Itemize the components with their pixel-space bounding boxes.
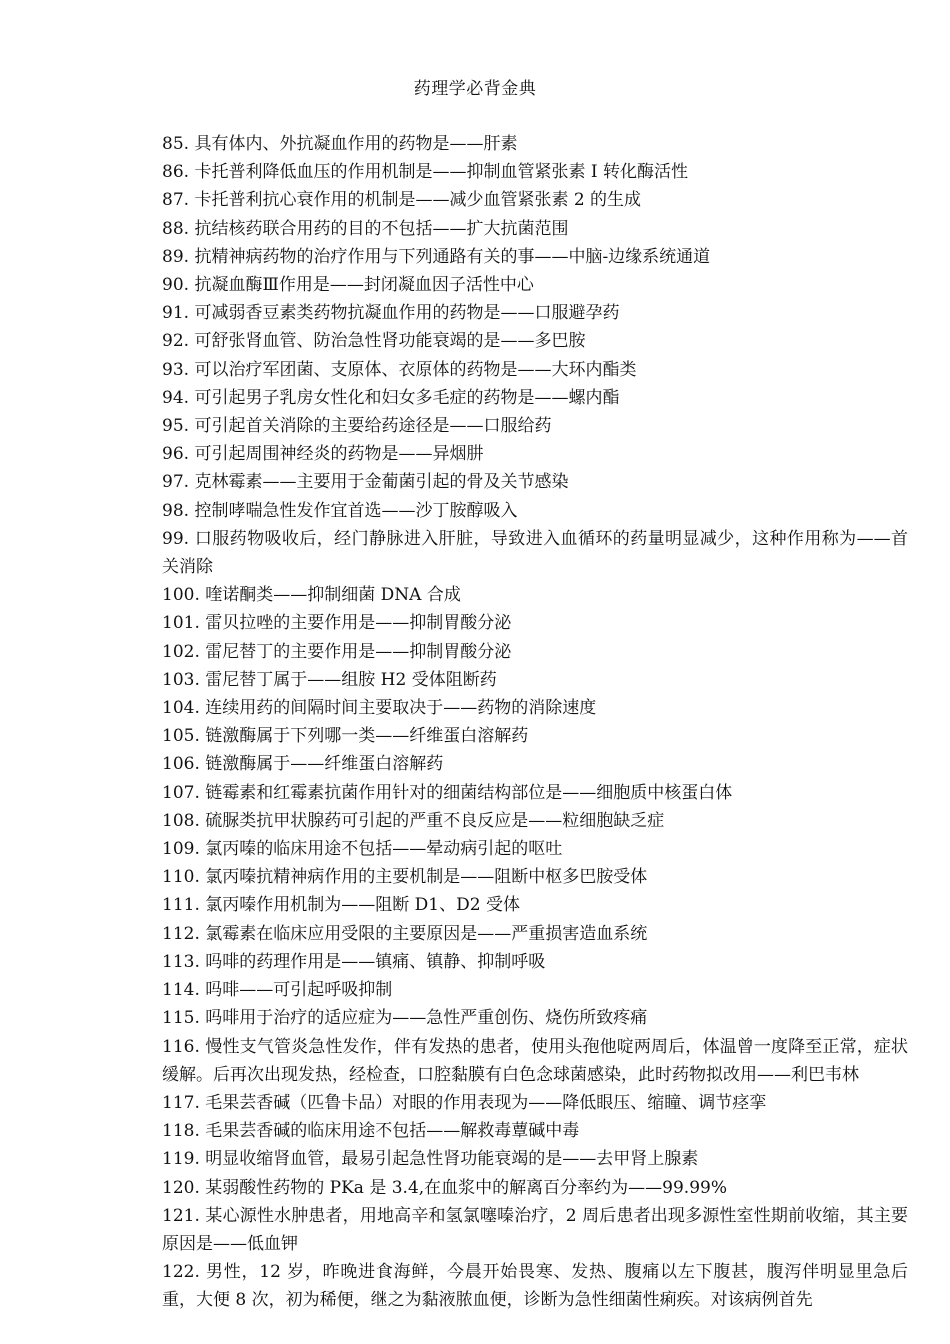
- list-item: 109. 氯丙嗪的临床用途不包括——晕动病引起的呕吐: [162, 839, 563, 860]
- list-item: 115. 吗啡用于治疗的适应症为——急性严重创伤、烧伤所致疼痛: [162, 1008, 648, 1029]
- list-item: 89. 抗精神病药物的治疗作用与下列通路有关的事——中脑-边缘系统通道: [162, 246, 711, 267]
- list-item: 85. 具有体内、外抗凝血作用的药物是——肝素: [162, 134, 518, 154]
- list-item: 96. 可引起周围神经炎的药物是——异烟肼: [162, 444, 484, 465]
- list-item: 118. 毛果芸香碱的临床用途不包括——解救毒蕈碱中毒: [162, 1121, 580, 1142]
- list-item: 104. 连续用药的间隔时间主要取决于——药物的消除速度: [162, 698, 597, 719]
- list-item: 92. 可舒张肾血管、防治急性肾功能衰竭的是——多巴胺: [162, 331, 586, 352]
- list-item: 86. 卡托普利降低血压的作用机制是——抑制血管紧张素 I 转化酶活性: [162, 162, 688, 183]
- list-item: 112. 氯霉素在临床应用受限的主要原因是——严重损害造血系统: [162, 923, 648, 944]
- list-item: 102. 雷尼替丁的主要作用是——抑制胃酸分泌: [162, 641, 512, 662]
- list-item: 117. 毛果芸香碱（匹鲁卡品）对眼的作用表现为——降低眼压、缩瞳、调节痉挛: [162, 1092, 767, 1113]
- list-item: 94. 可引起男子乳房女性化和妇女多毛症的药物是——螺内酯: [162, 387, 620, 408]
- list-item: 93. 可以治疗军团菌、支原体、衣原体的药物是——大环内酯类: [162, 359, 637, 380]
- list-item: 95. 可引起首关消除的主要给药途径是——口服给药: [162, 416, 552, 437]
- list-item: 88. 抗结核药联合用药的目的不包括——扩大抗菌范围: [162, 218, 569, 239]
- list-item: 106. 链激酶属于——纤维蛋白溶解药: [162, 754, 444, 775]
- question-list: [162, 130, 908, 1315]
- list-item: 99. 口服药物吸收后，经门静脉进入肝脏，导致进入血循环的药量明显减少，这种作用称为——首关消除: [162, 528, 908, 578]
- list-item: 116. 慢性支气管炎急性发作，伴有发热的患者，使用头孢他啶两周后，体温曾一度降至正常，症状缓解。后再次出现发热，经检查，口腔黏膜有白色念球菌感染，此时药物拟改用——利巴韦林: [162, 1036, 908, 1085]
- list-item: 113. 吗啡的药理作用是——镇痛、镇静、抑制呼吸: [162, 951, 546, 972]
- list-item: 87. 卡托普利抗心衰作用的机制是——减少血管紧张素 2 的生成: [162, 190, 642, 211]
- list-item: 97. 克林霉素——主要用于金葡菌引起的骨及关节感染: [162, 472, 569, 493]
- list-item: 103. 雷尼替丁属于——组胺 H2 受体阻断药: [162, 669, 497, 690]
- list-item: 100. 喹诺酮类——抑制细菌 DNA 合成: [162, 585, 461, 606]
- list-item: 119. 明显收缩肾血管，最易引起急性肾功能衰竭的是——去甲肾上腺素: [162, 1149, 699, 1170]
- page-title: 药理学必背金典: [413, 79, 537, 99]
- list-item: 120. 某弱酸性药物的 PKa 是 3.4,在血浆中的解离百分率约为——99.99%: [162, 1177, 728, 1198]
- list-item: 121. 某心源性水肿患者，用地高辛和氢氯噻嗪治疗，2 周后患者出现多源性室性期前收缩，其主要原因是——低血钾: [162, 1205, 908, 1254]
- list-item: 111. 氯丙嗪作用机制为——阻断 D1、D2 受体: [162, 895, 520, 916]
- list-item: 114. 吗啡——可引起呼吸抑制: [162, 980, 393, 1001]
- list-item: 101. 雷贝拉唑的主要作用是——抑制胃酸分泌: [162, 613, 512, 634]
- list-item: 108. 硫脲类抗甲状腺药可引起的严重不良反应是——粒细胞缺乏症: [162, 810, 665, 831]
- list-item: 105. 链激酶属于下列哪一类——纤维蛋白溶解药: [162, 726, 529, 747]
- list-item: 110. 氯丙嗪抗精神病作用的主要机制是——阻断中枢多巴胺受体: [162, 867, 648, 888]
- list-item: 90. 抗凝血酶Ⅲ作用是——封闭凝血因子活性中心: [162, 275, 534, 296]
- list-item: 107. 链霉素和红霉素抗菌作用针对的细菌结构部位是——细胞质中核蛋白体: [162, 782, 733, 803]
- list-item: 98. 控制哮喘急性发作宜首选——沙丁胺醇吸入: [162, 500, 518, 521]
- list-item: 91. 可减弱香豆素类药物抗凝血作用的药物是——口服避孕药: [162, 303, 620, 324]
- list-item: 122. 男性，12 岁，昨晚进食海鲜，今晨开始畏寒、发热、腹痛以左下腹甚，腹泻伴明显里急后重，大便 8 次，初为稀便，继之为黏液脓血便，诊断为急性细菌性痢疾。对该病例首先: [162, 1262, 908, 1311]
